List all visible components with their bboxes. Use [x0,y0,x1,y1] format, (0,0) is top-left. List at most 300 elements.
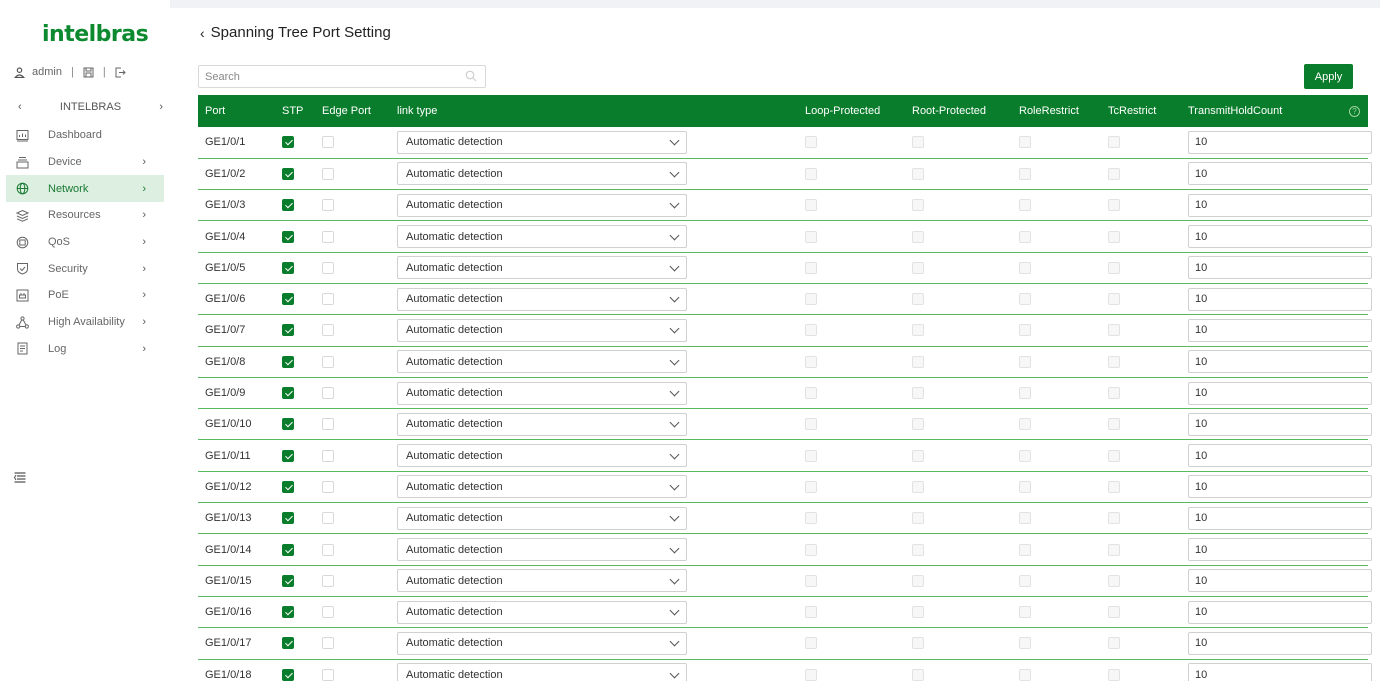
link-type-select[interactable] [397,288,687,311]
loop-protected-checkbox[interactable] [805,575,817,587]
security-shield-icon [14,261,30,277]
tc-restrict-checkbox[interactable] [1108,606,1120,618]
org-name: INTELBRAS [59,101,122,113]
chevron-down-icon [670,449,680,459]
port-cell [198,409,275,440]
transmit-hold-count-input[interactable] [1188,663,1372,681]
role-restrict-checkbox[interactable] [1019,293,1031,305]
port-name: GE1/0/17 [205,637,252,650]
chevron-down-icon [670,574,680,584]
link-type-select[interactable] [397,663,687,681]
link-type-value: Automatic detection [406,606,503,619]
link-type-value: Automatic detection [406,637,503,650]
root-protected-checkbox[interactable] [912,512,924,524]
port-cell [198,346,275,377]
table-row [198,596,1368,627]
link-type-select[interactable] [397,475,687,498]
link-type-value: Automatic detection [406,449,503,462]
port-cell [198,283,275,314]
tc-restrict-checkbox[interactable] [1108,418,1120,430]
sidebar-item-security[interactable] [6,255,164,282]
column-header [315,95,390,127]
stp-checkbox[interactable] [282,606,294,618]
link-type-select[interactable] [397,413,687,436]
tc-restrict-checkbox[interactable] [1108,450,1120,462]
port-cell [198,252,275,283]
edge-port-checkbox[interactable] [322,262,334,274]
role-restrict-checkbox[interactable] [1019,575,1031,587]
transmit-hold-count-input[interactable] [1188,256,1372,279]
link-type-select[interactable] [397,569,687,592]
loop-protected-checkbox[interactable] [805,637,817,649]
role-restrict-checkbox[interactable] [1019,544,1031,556]
edge-port-checkbox[interactable] [322,293,334,305]
column-header-label: STP [282,105,304,117]
column-header [1012,95,1101,127]
loop-protected-checkbox[interactable] [805,231,817,243]
root-protected-checkbox[interactable] [912,231,924,243]
tc-restrict-checkbox[interactable] [1108,387,1120,399]
stp-checkbox[interactable] [282,293,294,305]
chevron-down-icon [670,293,680,303]
link-type-select[interactable] [397,444,687,467]
port-name: GE1/0/12 [205,480,252,493]
nav-menu [6,122,164,362]
stp-checkbox[interactable] [282,512,294,524]
stp-checkbox[interactable] [282,356,294,368]
root-protected-checkbox[interactable] [912,293,924,305]
port-name: GE1/0/6 [205,293,246,306]
root-protected-checkbox[interactable] [912,481,924,493]
tc-restrict-checkbox[interactable] [1108,262,1120,274]
edge-port-checkbox[interactable] [322,199,334,211]
transmit-hold-count-input[interactable] [1188,538,1372,561]
role-restrict-checkbox[interactable] [1019,356,1031,368]
role-restrict-checkbox[interactable] [1019,450,1031,462]
edge-port-checkbox[interactable] [322,606,334,618]
stp-checkbox[interactable] [282,637,294,649]
link-type-value: Automatic detection [406,418,503,431]
sidebar-item-label: Resources [48,209,101,222]
table-row [198,534,1368,565]
loop-protected-checkbox[interactable] [805,324,817,336]
edge-port-checkbox[interactable] [322,231,334,243]
page-header [200,24,391,41]
link-type-select[interactable] [397,225,687,248]
poe-icon [14,287,30,303]
stp-checkbox[interactable] [282,575,294,587]
edge-port-checkbox[interactable] [322,418,334,430]
root-protected-checkbox[interactable] [912,356,924,368]
column-header-label: TcRestrict [1108,105,1157,117]
port-name: GE1/0/3 [205,199,246,212]
transmit-hold-count-input[interactable] [1188,601,1372,624]
transmit-hold-count-input[interactable] [1188,382,1372,405]
root-protected-checkbox[interactable] [912,418,924,430]
port-name: GE1/0/9 [205,387,246,400]
link-type-value: Automatic detection [406,480,503,493]
link-type-value: Automatic detection [406,136,503,149]
column-header [1101,95,1181,127]
stp-checkbox[interactable] [282,168,294,180]
tc-restrict-checkbox[interactable] [1108,168,1120,180]
sidebar-item-log[interactable] [6,336,164,363]
sidebar-item-label: Network [48,182,89,195]
column-header-label: Port [205,105,226,117]
column-header [390,95,798,127]
chevron-down-icon [670,543,680,553]
port-cell [198,440,275,471]
loop-protected-checkbox[interactable] [805,293,817,305]
loop-protected-checkbox[interactable] [805,669,817,681]
port-cell [198,534,275,565]
role-restrict-checkbox[interactable] [1019,199,1031,211]
port-name: GE1/0/7 [205,324,246,337]
port-name: GE1/0/8 [205,355,246,368]
root-protected-checkbox[interactable] [912,387,924,399]
sidebar-item-label: Dashboard [48,129,102,142]
transmit-hold-count-input[interactable] [1188,288,1372,311]
link-type-value: Automatic detection [406,199,503,212]
help-icon[interactable]: ? [1349,106,1360,117]
edge-port-checkbox[interactable] [322,575,334,587]
table-row [198,221,1368,252]
port-name: GE1/0/10 [205,418,252,431]
edge-port-checkbox[interactable] [322,637,334,649]
stp-checkbox[interactable] [282,387,294,399]
port-cell [198,628,275,659]
chevron-down-icon [670,480,680,490]
root-protected-checkbox[interactable] [912,544,924,556]
tc-restrict-checkbox[interactable] [1108,324,1120,336]
root-protected-checkbox[interactable] [912,324,924,336]
device-icon [14,154,30,170]
edge-port-checkbox[interactable] [322,512,334,524]
stp-checkbox[interactable] [282,324,294,336]
sidebar-item-resources[interactable] [6,202,164,229]
tc-restrict-checkbox[interactable] [1108,136,1120,148]
link-type-value: Automatic detection [406,293,503,306]
main-panel [170,8,1380,681]
loop-protected-checkbox[interactable] [805,418,817,430]
link-type-value: Automatic detection [406,261,503,274]
loop-protected-checkbox[interactable] [805,262,817,274]
edge-port-checkbox[interactable] [322,450,334,462]
transmit-hold-count-input[interactable] [1188,632,1372,655]
chevron-down-icon [670,355,680,365]
org-next-icon[interactable]: › [159,101,163,113]
transmit-hold-count-input[interactable] [1188,444,1372,467]
tc-restrict-checkbox[interactable] [1108,481,1120,493]
root-protected-checkbox[interactable] [912,168,924,180]
link-type-value: Automatic detection [406,543,503,556]
stp-checkbox[interactable] [282,450,294,462]
chevron-down-icon [670,261,680,271]
sidebar-item-label: PoE [48,289,69,302]
divider: | [102,66,106,78]
table-row [198,659,1368,681]
port-name: GE1/0/1 [205,136,246,149]
port-cell [198,315,275,346]
link-type-select[interactable] [397,601,687,624]
link-type-value: Automatic detection [406,230,503,243]
transmit-hold-count-input[interactable] [1188,319,1372,342]
user-bar [14,66,126,78]
sidebar-item-high-availability[interactable] [6,309,164,336]
role-restrict-checkbox[interactable] [1019,418,1031,430]
transmit-hold-count-input[interactable] [1188,350,1372,373]
org-switcher [18,101,163,113]
page-title: Spanning Tree Port Setting [210,24,391,41]
loop-protected-checkbox[interactable] [805,199,817,211]
tc-restrict-checkbox[interactable] [1108,231,1120,243]
log-icon [14,341,30,357]
table-row [198,440,1368,471]
sidebar-item-label: Security [48,262,88,275]
chevron-down-icon [670,230,680,240]
tc-restrict-checkbox[interactable] [1108,356,1120,368]
table-row [198,503,1368,534]
role-restrict-checkbox[interactable] [1019,387,1031,399]
collapse-sidebar-icon[interactable] [14,472,26,486]
high-availability-icon [14,314,30,330]
link-type-select[interactable] [397,194,687,217]
column-header-label: Edge Port [322,105,371,117]
edge-port-checkbox[interactable] [322,136,334,148]
link-type-value: Automatic detection [406,324,503,337]
link-type-select[interactable] [397,538,687,561]
edge-port-checkbox[interactable] [322,481,334,493]
link-type-select[interactable] [397,319,687,342]
transmit-hold-count-input[interactable] [1188,413,1372,436]
port-name: GE1/0/15 [205,574,252,587]
tc-restrict-checkbox[interactable] [1108,575,1120,587]
save-icon[interactable] [83,67,94,78]
transmit-hold-count-input[interactable] [1188,475,1372,498]
tc-restrict-checkbox[interactable] [1108,199,1120,211]
transmit-hold-count-input[interactable] [1188,507,1372,530]
port-settings-table [198,95,1368,681]
stp-checkbox[interactable] [282,199,294,211]
link-type-select[interactable] [397,131,687,154]
loop-protected-checkbox[interactable] [805,356,817,368]
link-type-select[interactable] [397,632,687,655]
port-name: GE1/0/11 [205,449,251,462]
sidebar-item-label: Log [48,342,67,355]
sidebar [0,0,170,681]
sidebar-item-qos[interactable] [6,229,164,256]
chevron-right-icon: › [142,289,146,302]
transmit-hold-count-input[interactable] [1188,225,1372,248]
table-row [198,346,1368,377]
sidebar-item-label: QoS [48,236,71,249]
stp-checkbox[interactable] [282,418,294,430]
loop-protected-checkbox[interactable] [805,606,817,618]
loop-protected-checkbox[interactable] [805,481,817,493]
transmit-hold-count-input[interactable] [1188,569,1372,592]
loop-protected-checkbox[interactable] [805,136,817,148]
sidebar-item-label: Device [48,156,82,169]
transmit-hold-count-input[interactable] [1188,162,1372,185]
table-row [198,315,1368,346]
chevron-down-icon [670,387,680,397]
port-cell [198,158,275,189]
stp-checkbox[interactable] [282,136,294,148]
stp-checkbox[interactable] [282,669,294,681]
transmit-hold-count-input[interactable] [1188,131,1372,154]
divider: | [70,66,74,78]
chevron-right-icon: › [142,316,146,329]
chevron-right-icon: › [142,156,146,169]
stp-checkbox[interactable] [282,544,294,556]
port-name: GE1/0/14 [205,543,252,556]
back-icon[interactable]: ‹ [200,24,205,41]
chevron-down-icon [670,606,680,616]
root-protected-checkbox[interactable] [912,575,924,587]
edge-port-checkbox[interactable] [322,544,334,556]
chevron-right-icon: › [142,236,146,249]
sidebar-item-label: High Availability [48,316,125,329]
role-restrict-checkbox[interactable] [1019,481,1031,493]
loop-protected-checkbox[interactable] [805,387,817,399]
link-type-select[interactable] [397,162,687,185]
table-row [198,409,1368,440]
transmit-hold-count-input[interactable] [1188,194,1372,217]
column-header-label: TransmitHoldCount [1188,105,1283,117]
tc-restrict-checkbox[interactable] [1108,669,1120,681]
role-restrict-checkbox[interactable] [1019,637,1031,649]
org-prev-icon[interactable]: ‹ [18,101,22,113]
sidebar-item-device[interactable] [6,149,164,176]
root-protected-checkbox[interactable] [912,606,924,618]
port-name: GE1/0/2 [205,167,246,180]
role-restrict-checkbox[interactable] [1019,512,1031,524]
tc-restrict-checkbox[interactable] [1108,637,1120,649]
resources-layers-icon [14,207,30,223]
role-restrict-checkbox[interactable] [1019,231,1031,243]
loop-protected-checkbox[interactable] [805,512,817,524]
root-protected-checkbox[interactable] [912,136,924,148]
column-header [905,95,1012,127]
port-name: GE1/0/16 [205,606,252,619]
stp-checkbox[interactable] [282,481,294,493]
column-header [1181,95,1368,127]
edge-port-checkbox[interactable] [322,324,334,336]
link-type-value: Automatic detection [406,668,503,681]
loop-protected-checkbox[interactable] [805,544,817,556]
table-row [198,377,1368,408]
user-icon[interactable] [14,67,25,78]
tc-restrict-checkbox[interactable] [1108,293,1120,305]
root-protected-checkbox[interactable] [912,262,924,274]
sidebar-item-network[interactable] [6,175,164,202]
link-type-select[interactable] [397,350,687,373]
network-globe-icon [14,181,30,197]
chevron-down-icon [670,136,680,146]
port-cell [198,565,275,596]
tc-restrict-checkbox[interactable] [1108,544,1120,556]
port-name: GE1/0/18 [205,668,252,681]
search-icon[interactable] [465,70,477,85]
port-name: GE1/0/4 [205,230,246,243]
role-restrict-checkbox[interactable] [1019,606,1031,618]
table-row [198,471,1368,502]
column-header [798,95,905,127]
link-type-value: Automatic detection [406,355,503,368]
table-row [198,190,1368,221]
table-row [198,283,1368,314]
intelbras-logo: intelbras [42,22,149,47]
column-header-label: Loop-Protected [805,105,881,117]
role-restrict-checkbox[interactable] [1019,669,1031,681]
search-placeholder: Search [205,70,240,83]
sidebar-item-poe[interactable] [6,282,164,309]
column-header-label: Root-Protected [912,105,986,117]
chevron-right-icon: › [142,182,146,195]
chevron-down-icon [670,512,680,522]
port-cell [198,503,275,534]
link-type-value: Automatic detection [406,574,503,587]
chevron-right-icon: › [142,209,146,222]
port-cell [198,221,275,252]
root-protected-checkbox[interactable] [912,637,924,649]
link-type-select[interactable] [397,256,687,279]
username[interactable]: admin [32,66,62,78]
edge-port-checkbox[interactable] [322,356,334,368]
stp-checkbox[interactable] [282,262,294,274]
chevron-down-icon [670,167,680,177]
stp-checkbox[interactable] [282,231,294,243]
table-header-row [198,95,1368,127]
edge-port-checkbox[interactable] [322,168,334,180]
root-protected-checkbox[interactable] [912,199,924,211]
column-header [198,95,275,127]
column-header [275,95,315,127]
apply-button[interactable]: Apply [1304,64,1353,89]
column-header-label: link type [397,105,438,117]
chevron-right-icon: › [142,342,146,355]
search-input[interactable] [198,65,486,88]
dashboard-icon [14,127,30,143]
port-cell [198,127,275,158]
logout-icon[interactable] [115,67,126,78]
chevron-down-icon [670,199,680,209]
tc-restrict-checkbox[interactable] [1108,512,1120,524]
link-type-select[interactable] [397,507,687,530]
edge-port-checkbox[interactable] [322,387,334,399]
table-row [198,127,1368,158]
port-cell [198,596,275,627]
port-cell [198,377,275,408]
link-type-select[interactable] [397,382,687,405]
port-cell [198,190,275,221]
table-row [198,628,1368,659]
role-restrict-checkbox[interactable] [1019,324,1031,336]
chevron-down-icon [670,324,680,334]
sidebar-item-dashboard[interactable] [6,122,164,149]
role-restrict-checkbox[interactable] [1019,168,1031,180]
loop-protected-checkbox[interactable] [805,450,817,462]
root-protected-checkbox[interactable] [912,450,924,462]
table-row [198,158,1368,189]
root-protected-checkbox[interactable] [912,669,924,681]
role-restrict-checkbox[interactable] [1019,262,1031,274]
loop-protected-checkbox[interactable] [805,168,817,180]
table-row [198,565,1368,596]
role-restrict-checkbox[interactable] [1019,136,1031,148]
edge-port-checkbox[interactable] [322,669,334,681]
port-name: GE1/0/13 [205,512,252,525]
